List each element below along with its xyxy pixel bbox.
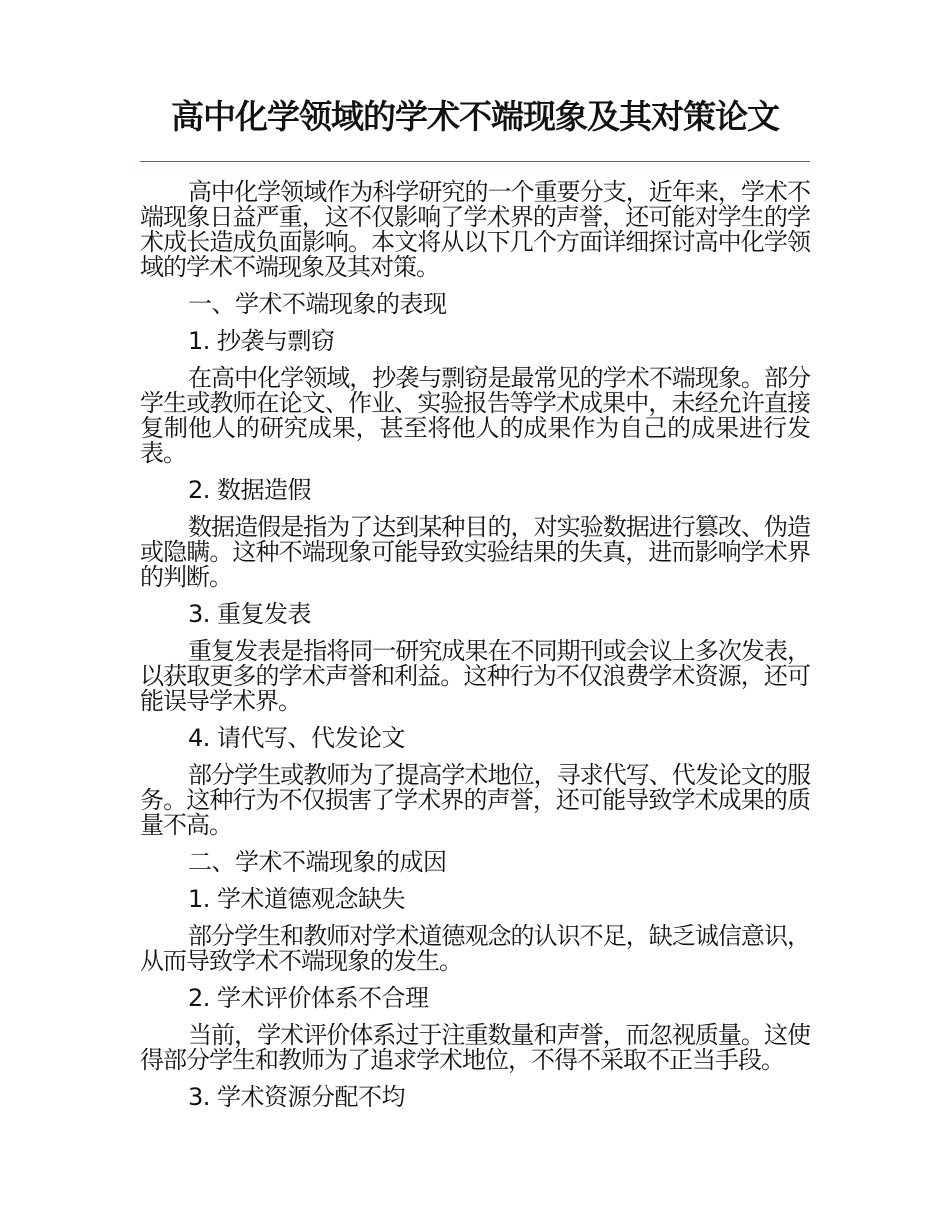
subheading-duplicate-publication: 3. 重复发表 (188, 600, 312, 628)
paragraph-evaluation-system: 当前，学术评价体系过于注重数量和声誉，而忽视质量。这使得部分学生和教师为了追求学术地位，不得不采取不正当手段。 (140, 1021, 810, 1074)
subheading-plagiarism: 1. 抄袭与剽窃 (188, 327, 335, 355)
document-body (140, 180, 810, 1122)
paragraph-ghostwriting: 部分学生或教师为了提高学术地位，寻求代写、代发论文的服务。这种行为不仅损害了学术界的声誉，还可能导致学术成果的质量不高。 (140, 761, 810, 839)
subheading-ethics-lacking: 1. 学术道德观念缺失 (188, 885, 406, 913)
subheading-data-fabrication: 2. 数据造假 (188, 476, 312, 504)
document-title: 高中化学领域的学术不端现象及其对策论文 (171, 97, 779, 136)
paragraph-duplicate-publication: 重复发表是指将同一研究成果在不同期刊或会议上多次发表，以获取更多的学术声誉和利益。这种行为不仅浪费学术资源，还可能误导学术界。 (140, 637, 810, 715)
section-heading-manifestations: 一、学术不端现象的表现 (188, 290, 447, 318)
paragraph-plagiarism: 在高中化学领域，抄袭与剽窃是最常见的学术不端现象。部分学生或教师在论文、作业、实验报告等学术成果中，未经允许直接复制他人的研究成果，甚至将他人的成果作为自己的成果进行发表。 (140, 364, 810, 467)
subheading-resource-allocation: 3. 学术资源分配不均 (188, 1083, 406, 1111)
paragraph-data-fabrication: 数据造假是指为了达到某种目的，对实验数据进行篡改、伪造或隐瞒。这种不端现象可能导致实验结果的失真，进而影响学术界的判断。 (140, 513, 810, 591)
subheading-evaluation-system: 2. 学术评价体系不合理 (188, 984, 429, 1012)
intro-paragraph: 高中化学领域作为科学研究的一个重要分支，近年来，学术不端现象日益严重，这不仅影响了学术界的声誉，还可能对学生的学术成长造成负面影响。本文将从以下几个方面详细探讨高中化学领域的学术不端现象及其对策。 (140, 178, 810, 281)
paragraph-ethics-lacking: 部分学生和教师对学术道德观念的认识不足，缺乏诚信意识，从而导致学术不端现象的发生。 (140, 922, 810, 975)
subheading-ghostwriting: 4. 请代写、代发论文 (188, 724, 406, 752)
title-underline (140, 161, 810, 162)
section-heading-causes: 二、学术不端现象的成因 (188, 848, 447, 876)
